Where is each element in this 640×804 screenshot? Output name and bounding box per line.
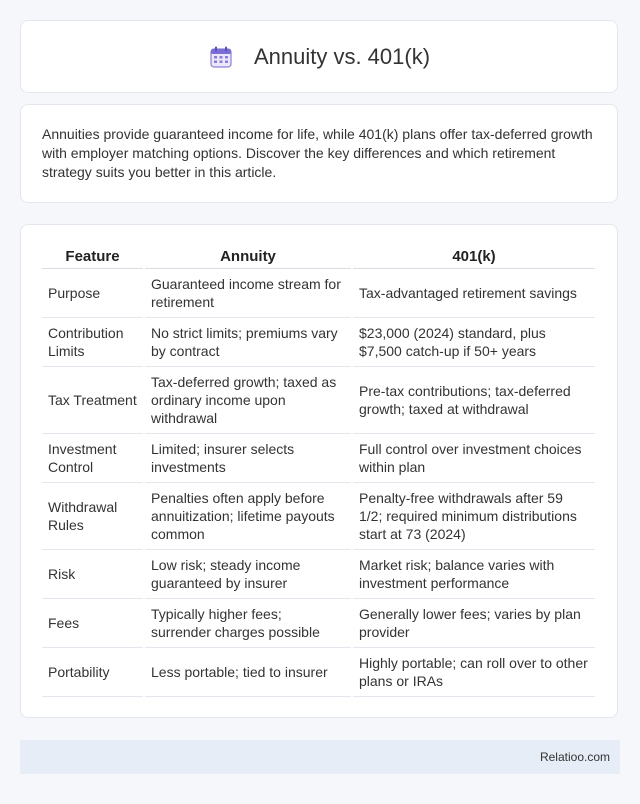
annuity-cell: Low risk; steady income guaranteed by insurer bbox=[145, 550, 351, 599]
401k-cell: Highly portable; can roll over to other plans or IRAs bbox=[353, 648, 595, 697]
annuity-cell: No strict limits; premiums vary by contract bbox=[145, 318, 351, 367]
header-annuity: Annuity bbox=[145, 245, 351, 269]
header-feature: Feature bbox=[42, 245, 143, 269]
401k-cell: Tax-advantaged retirement savings bbox=[353, 269, 595, 318]
annuity-cell: Limited; insurer selects investments bbox=[145, 434, 351, 483]
table-row bbox=[42, 367, 595, 434]
feature-cell: Tax Treatment bbox=[42, 367, 143, 434]
401k-cell: Pre-tax contributions; tax-deferred growth; taxed at withdrawal bbox=[353, 367, 595, 434]
feature-cell: Fees bbox=[42, 599, 143, 648]
table-row bbox=[42, 269, 595, 318]
table-row bbox=[42, 483, 595, 550]
table-header-row bbox=[42, 245, 595, 269]
feature-cell: Portability bbox=[42, 648, 143, 697]
annuity-cell: Guaranteed income stream for retirement bbox=[145, 269, 351, 318]
401k-cell: Penalty-free withdrawals after 59 1/2; required minimum distributions start at 73 (2024) bbox=[353, 483, 595, 550]
comparison-table bbox=[40, 245, 597, 697]
table-card bbox=[20, 224, 618, 718]
header-401k: 401(k) bbox=[353, 245, 595, 269]
table-row bbox=[42, 648, 595, 697]
title-card bbox=[20, 20, 618, 93]
footer-brand: Relatioo.com bbox=[539, 750, 610, 764]
feature-cell: Risk bbox=[42, 550, 143, 599]
401k-cell: Generally lower fees; varies by plan provider bbox=[353, 599, 595, 648]
calendar-icon bbox=[208, 44, 234, 70]
table-row bbox=[42, 434, 595, 483]
table-row bbox=[42, 318, 595, 367]
table-row bbox=[42, 599, 595, 648]
401k-cell: Full control over investment choices within plan bbox=[353, 434, 595, 483]
feature-cell: Purpose bbox=[42, 269, 143, 318]
feature-cell: Contribution Limits bbox=[42, 318, 143, 367]
annuity-cell: Less portable; tied to insurer bbox=[145, 648, 351, 697]
feature-cell: Withdrawal Rules bbox=[42, 483, 143, 550]
401k-cell: $23,000 (2024) standard, plus $7,500 catch-up if 50+ years bbox=[353, 318, 595, 367]
annuity-cell: Tax-deferred growth; taxed as ordinary income upon withdrawal bbox=[145, 367, 351, 434]
table-row bbox=[42, 550, 595, 599]
intro-card bbox=[20, 104, 618, 203]
annuity-cell: Typically higher fees; surrender charges possible bbox=[145, 599, 351, 648]
annuity-cell: Penalties often apply before annuitization; lifetime payouts common bbox=[145, 483, 351, 550]
page-title: Annuity vs. 401(k) bbox=[253, 43, 431, 69]
401k-cell: Market risk; balance varies with investment performance bbox=[353, 550, 595, 599]
footer bbox=[20, 740, 620, 774]
feature-cell: Investment Control bbox=[42, 434, 143, 483]
intro-text: Annuities provide guaranteed income for life, while 401(k) plans offer tax-deferred growth with employer matching options. Discover the key differences and which retirement strategy suits you better in this article. bbox=[42, 126, 593, 180]
